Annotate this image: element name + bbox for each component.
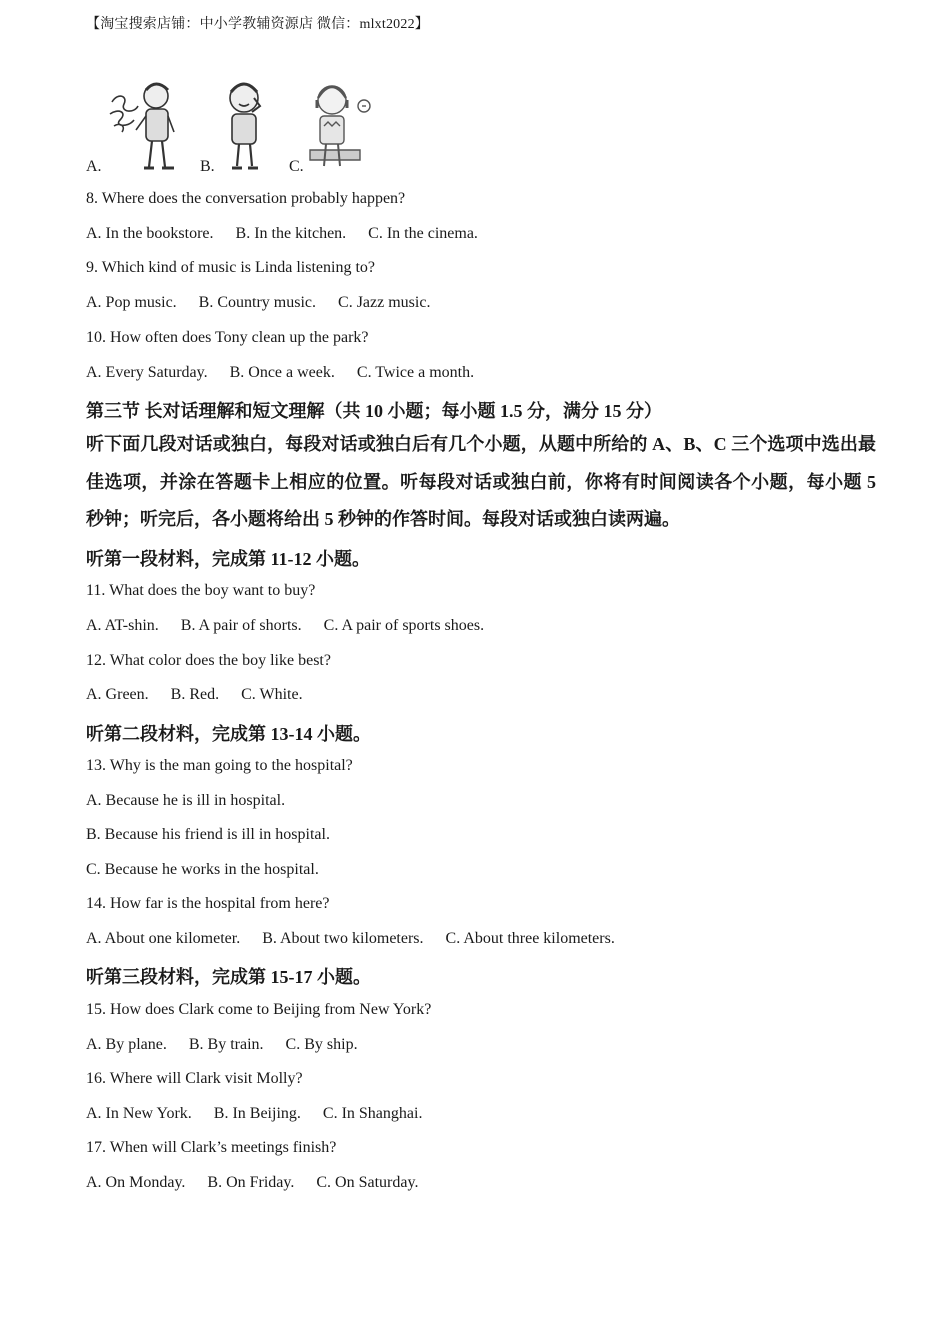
option-letter-a: A. [86, 158, 102, 175]
question-16: 16. Where will Clark visit Molly? [86, 1070, 303, 1087]
page-header: 【淘宝搜索店铺：中小学教辅资源店 微信：mlxt2022】 [86, 17, 429, 32]
question-8-options [86, 225, 496, 243]
option-a: A. Every Saturday. [86, 364, 208, 381]
question-17: 17. When will Clark’s meetings finish? [86, 1139, 337, 1156]
option-b: B. In Beijing. [213, 1105, 301, 1122]
option-c: C. White. [241, 686, 303, 703]
option-c: C. In Shanghai. [322, 1105, 423, 1122]
option-a: A. About one kilometer. [86, 930, 241, 947]
option-a: A. Pop music. [86, 294, 177, 311]
section-3-instructions: 听下面几段对话或独白，每段对话或独白后有几个小题，从题中所给的 A、B、C 三个选项中选出最佳选项，并涂在答题卡上相应的位置。听每段对话或独白前，你将有时间阅读各个小题，每小题 5 秒钟；听完后，各小题将给出 5 秒钟的作答时间。每段对话或独白读两遍。 [86, 434, 876, 529]
question-15-options [86, 1036, 376, 1054]
option-b: B. About two kilometers. [262, 930, 424, 947]
option-b: B. Red. [170, 686, 220, 703]
option-b: B. On Friday. [207, 1174, 295, 1191]
option-a: A. On Monday. [86, 1174, 186, 1191]
option-c: C. About three kilometers. [445, 930, 615, 947]
option-c: C. On Saturday. [316, 1174, 419, 1191]
material-3-title: 听第三段材料，完成第 15-17 小题。 [86, 967, 371, 987]
coughing-man-icon [106, 76, 186, 174]
question-14-options [86, 930, 633, 948]
option-a: A. AT-shin. [86, 617, 159, 634]
toothache-man-icon [214, 76, 274, 174]
question-11-options [86, 617, 502, 635]
girl-with-headphones-icon [306, 76, 372, 174]
option-b: B. In the kitchen. [235, 225, 347, 242]
option-a: A. Green. [86, 686, 149, 703]
option-b: B. By train. [188, 1036, 264, 1053]
option-a: A. In the bookstore. [86, 225, 214, 242]
option-c: C. In the cinema. [368, 225, 478, 242]
material-2-title: 听第二段材料，完成第 13-14 小题。 [86, 724, 371, 744]
question-14: 14. How far is the hospital from here? [86, 895, 330, 912]
question-9: 9. Which kind of music is Linda listening to? [86, 259, 375, 276]
question-13-option-a: A. Because he is ill in hospital. [86, 792, 286, 809]
question-15: 15. How does Clark come to Beijing from New York? [86, 1001, 432, 1018]
option-c: C. A pair of sports shoes. [323, 617, 485, 634]
option-b: B. Once a week. [229, 364, 335, 381]
question-8: 8. Where does the conversation probably happen? [86, 190, 406, 207]
question-13-option-c: C. Because he works in the hospital. [86, 861, 319, 878]
section-3-title: 第三节 长对话理解和短文理解（共 10 小题；每小题 1.5 分，满分 15 分） [86, 401, 662, 421]
question-10: 10. How often does Tony clean up the park? [86, 329, 369, 346]
question-17-options [86, 1174, 436, 1192]
picture-options [86, 76, 486, 176]
option-c: C. By ship. [285, 1036, 358, 1053]
option-c: C. Jazz music. [338, 294, 431, 311]
question-9-options [86, 294, 448, 312]
option-a: A. By plane. [86, 1036, 167, 1053]
option-a: A. In New York. [86, 1105, 192, 1122]
option-letter-b: B. [200, 158, 215, 175]
option-c: C. Twice a month. [356, 364, 475, 381]
question-13: 13. Why is the man going to the hospital? [86, 757, 353, 774]
question-11: 11. What does the boy want to buy? [86, 582, 316, 599]
option-letter-c: C. [289, 158, 304, 175]
question-12: 12. What color does the boy like best? [86, 652, 331, 669]
option-b: B. Country music. [198, 294, 317, 311]
question-13-option-b: B. Because his friend is ill in hospital. [86, 826, 330, 843]
option-b: B. A pair of shorts. [180, 617, 302, 634]
question-16-options [86, 1105, 440, 1123]
material-1-title: 听第一段材料，完成第 11-12 小题。 [86, 549, 370, 569]
question-10-options [86, 364, 492, 382]
question-12-options [86, 686, 321, 704]
